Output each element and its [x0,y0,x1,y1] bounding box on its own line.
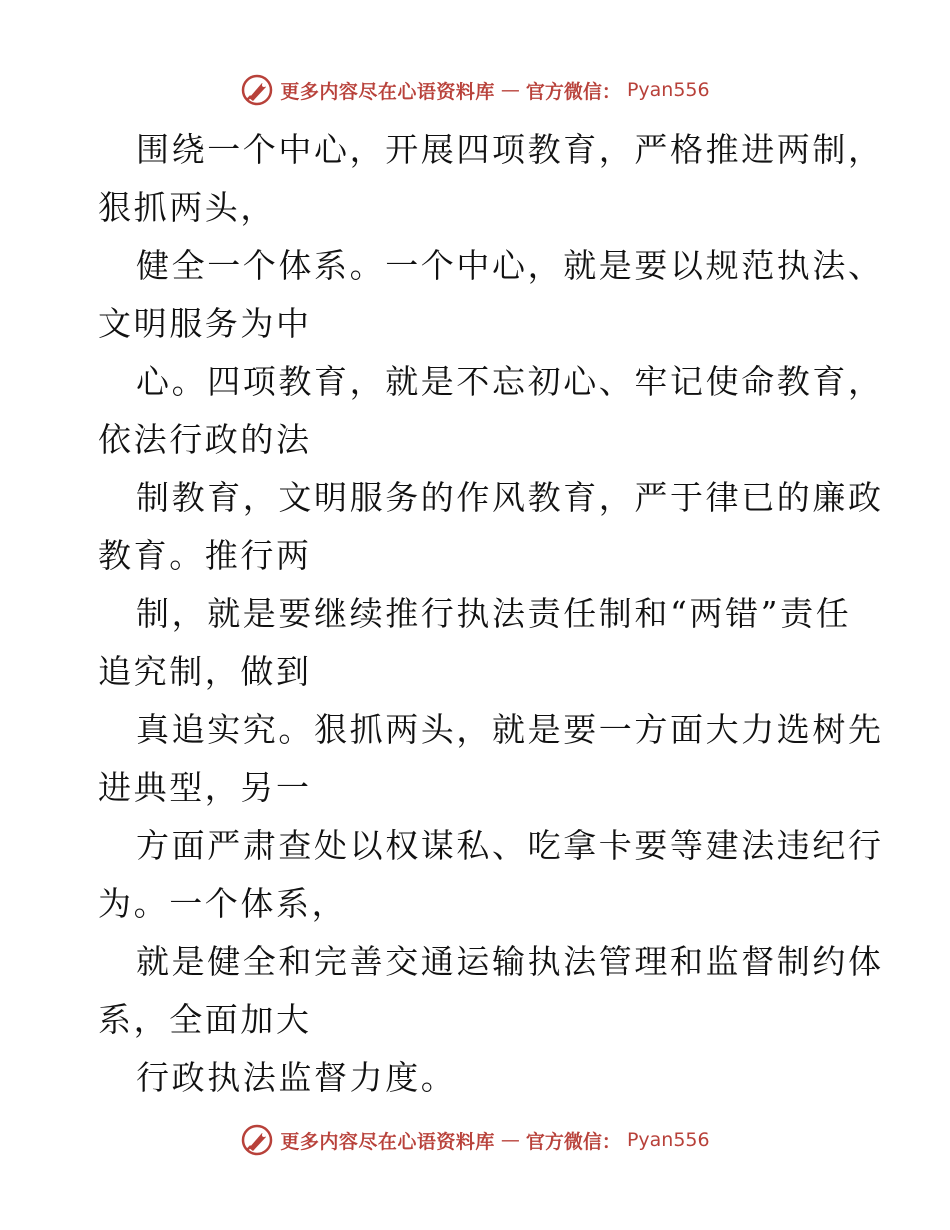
fountain-pen-logo-icon [240,1123,274,1157]
paragraph-line: 制，就是要继续推行执法责任制和“两错”责任 [136,594,852,633]
header-watermark [0,70,950,110]
watermark-brand-text: 更多内容尽在心语资料库 [280,80,495,103]
paragraph-line: 真追实究。狠抓两头，就是要一方面大力选树先 [136,710,884,749]
paragraph-line: 就是健全和完善交通运输执法管理和监督制约体 [136,942,884,981]
watermark-wechat-label: 官方微信： [525,1130,621,1153]
paragraph-line: 文明服务为中 [98,304,312,343]
watermark-brand-text: 更多内容尽在心语资料库 [280,1130,495,1153]
paragraph-line: 进典型，另一 [98,768,312,807]
fountain-pen-logo-icon [240,73,274,107]
paragraph-line: 依法行政的法 [98,420,312,459]
paragraph-line: 心。四项教育，就是不忘初心、牢记使命教育， [136,362,884,401]
paragraph-line: 追究制，做到 [98,652,312,691]
watermark-wechat-id: Pyan556 [626,1129,710,1151]
watermark-wechat-id: Pyan556 [626,79,710,101]
paragraph-line: 行政执法监督力度。 [136,1058,457,1097]
footer-watermark [0,1120,950,1160]
watermark-wechat-label: 官方微信： [525,80,621,103]
watermark-dash: — [500,79,520,101]
paragraph-line: 围绕一个中心，开展四项教育，严格推进两制， [136,130,884,169]
paragraph-line: 为。一个体系， [98,884,348,923]
paragraph-line: 健全一个体系。一个中心，就是要以规范执法、 [136,246,884,285]
watermark-dash: — [500,1129,520,1151]
paragraph-line: 系，全面加大 [98,1000,312,1039]
paragraph-line: 制教育，文明服务的作风教育，严于律已的廉政 [136,478,884,517]
paragraph-line: 教育。推行两 [98,536,312,575]
paragraph-line: 狠抓两头， [98,188,276,227]
paragraph-line: 方面严肃查处以权谋私、吃拿卡要等建法违纪行 [136,826,884,865]
